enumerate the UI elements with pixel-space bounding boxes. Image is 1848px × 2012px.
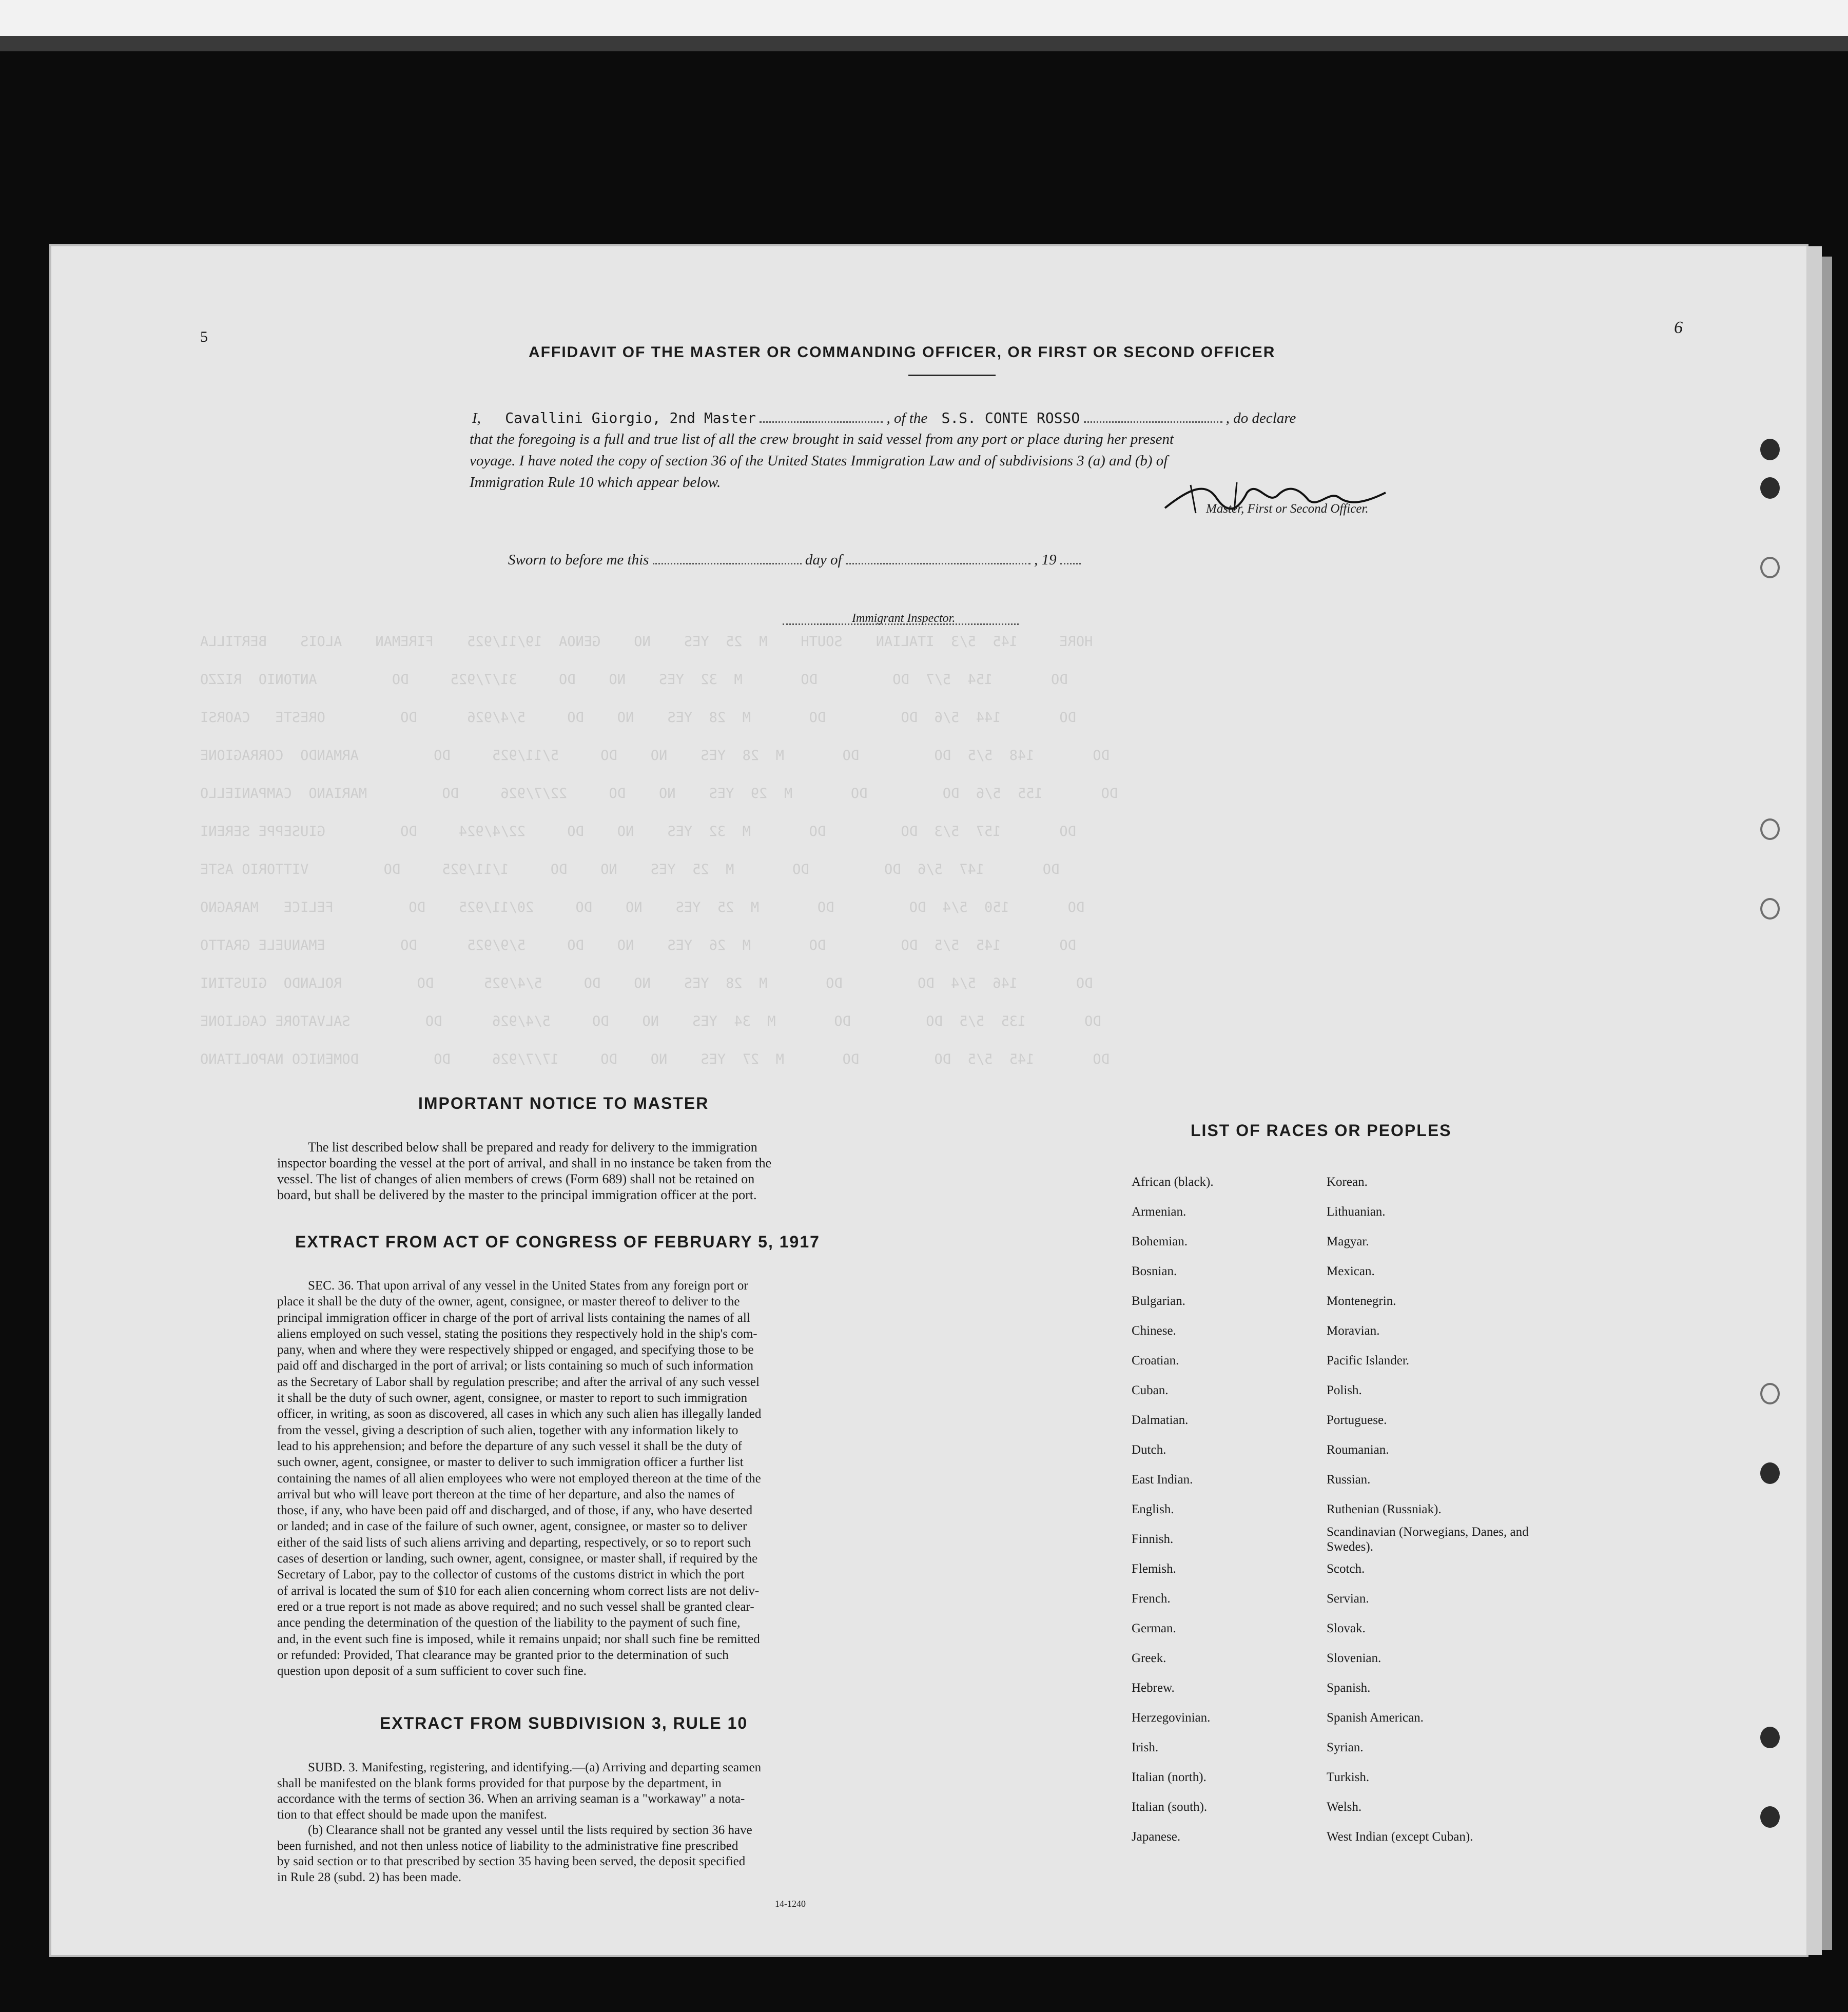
race-item: Italian (north).	[1132, 1770, 1207, 1784]
race-item: French.	[1132, 1592, 1171, 1606]
sworn-line	[508, 552, 1081, 569]
bleed-row: DO 146 5/4 DO DO M 28 YES NO DO 5/4/925 DO ROLANDO GIUSTINI	[200, 975, 1093, 991]
rule-line: accordance with the terms of section 36. When an arriving seaman is a "workaway" a nota-	[277, 1792, 745, 1806]
officer-name: Cavallini Giorgio, 2nd Master	[505, 409, 756, 426]
act-line: SEC. 36. That upon arrival of any vessel in the United States from any foreign port or	[308, 1279, 748, 1293]
bleed-row: DO 135 5/5 DO DO M 34 YES NO DO 5/4/926 DO SALVATORE CAGLIONE	[200, 1013, 1101, 1029]
affidavit-line-3: voyage. I have noted the copy of section 36 of the United States Immigration Law and of subdivisions 3 (a) and (b) of	[470, 453, 1168, 469]
rule-line: tion to that effect should be made upon the manifest.	[277, 1807, 547, 1822]
affidavit-line-1	[472, 409, 1447, 427]
page-number: 6	[1674, 318, 1683, 337]
race-item: Hebrew.	[1132, 1681, 1175, 1695]
scanner-top-margin	[0, 0, 1848, 36]
notice-line: board, but shall be delivered by the master to the principal immigration officer at the port.	[277, 1187, 757, 1202]
corner-mark: 5	[200, 328, 208, 345]
race-item: Montenegrin.	[1327, 1294, 1396, 1308]
vessel-name: S.S. CONTE ROSSO	[941, 409, 1080, 426]
affidavit-prefix: I,	[472, 410, 481, 426]
of-the-label: , of the	[886, 410, 928, 426]
race-item: English.	[1132, 1502, 1174, 1516]
race-item: Slovak.	[1327, 1622, 1366, 1635]
race-item: Welsh.	[1327, 1800, 1362, 1814]
affidavit-line-2: that the foregoing is a full and true list of all the crew brought in said vessel from any port or place during her present	[470, 431, 1174, 447]
race-item: Lithuanian.	[1327, 1205, 1386, 1219]
races-left-column	[1132, 1167, 1316, 1852]
act-line: ered or a true report is not made as above required; and no such vessel shall be granted clear-	[277, 1599, 754, 1614]
fill-line	[760, 421, 883, 423]
act-line: aliens employed on such vessel, stating the positions they respectively hold in the ship's com-	[277, 1326, 757, 1341]
bleed-row: DO 148 5/5 DO DO M 28 YES NO DO 5/11/925 DO ARMANDO CORRAGIONE	[200, 748, 1110, 764]
title-rule	[908, 375, 996, 376]
act-line: from the vessel, giving a description of such alien, together with any information likely to	[277, 1423, 738, 1437]
act-line: those, if any, who have been paid off and discharged, and of those, if any, who have deserted	[277, 1503, 753, 1518]
act-line: place it shall be the duty of the owner, agent, consignee, or master thereof to deliver to the	[277, 1295, 740, 1309]
act-line: arrival but who will leave port thereon at the time of her departure, and also the names of	[277, 1487, 735, 1501]
rule-line: been furnished, and not then unless notice of liability to the administrative fine prescribed	[277, 1839, 738, 1853]
race-item: Syrian.	[1327, 1741, 1364, 1754]
race-item: Chinese.	[1132, 1324, 1176, 1338]
race-item: African (black).	[1132, 1175, 1214, 1189]
bleed-row: DO 145 5/5 DO DO M 27 YES NO DO 17/7/926 DO DOMENICO NAPOLITANO	[200, 1051, 1110, 1067]
act-line: or refunded: Provided, That clearance may be granted prior to the determination of such	[277, 1648, 729, 1662]
act-line: either of the said lists of such aliens arriving and departing, respectively, or so to report such	[277, 1535, 751, 1550]
extract-rule-heading: EXTRACT FROM SUBDIVISION 3, RULE 10	[380, 1714, 748, 1732]
race-item: Mexican.	[1327, 1264, 1375, 1278]
race-item: Cuban.	[1132, 1383, 1169, 1397]
act-line: it shall be the duty of such owner, agent, consignee, or master to report to such immigration	[277, 1391, 748, 1405]
notice-heading: IMPORTANT NOTICE TO MASTER	[418, 1094, 709, 1112]
rule-line: by said section or to that prescribed by section 35 having been served, the deposit specified	[277, 1854, 746, 1868]
bleed-row: DO 145 5/5 DO DO M 26 YES NO DO 5/9/925 DO EMANUELE GRATTO	[200, 937, 1076, 953]
race-item: Bulgarian.	[1132, 1294, 1185, 1308]
bleed-row: DO 157 5/3 DO DO M 32 YES NO DO 22/4/924 DO GIUSEPPE SERENI	[200, 824, 1076, 839]
rule-line: (b) Clearance shall not be granted any vessel until the lists required by section 36 have	[308, 1823, 752, 1837]
races-heading: LIST OF RACES OR PEOPLES	[1191, 1121, 1452, 1140]
race-item: Magyar.	[1327, 1235, 1369, 1248]
extract-act-body	[277, 1278, 862, 1679]
race-item: Dalmatian.	[1132, 1413, 1189, 1427]
race-item: Bosnian.	[1132, 1264, 1177, 1278]
act-line: principal immigration officer in charge of the port of arrival lists containing the names of all	[277, 1311, 750, 1325]
act-line: officer, in writing, as soon as discovered, all cases in which any such alien has illegally landed	[277, 1407, 762, 1421]
page-edge-shadow	[1822, 257, 1832, 1950]
race-item: Moravian.	[1327, 1324, 1380, 1338]
rule-line: SUBD. 3. Manifesting, registering, and identifying.—(a) Arriving and departing seamen	[308, 1761, 762, 1774]
race-item: Spanish.	[1327, 1681, 1371, 1695]
race-item: Turkish.	[1327, 1770, 1370, 1784]
inspector-caption: Immigrant Inspector.	[852, 612, 956, 625]
extract-rule-body	[277, 1760, 862, 1885]
act-line: ance pending the determination of the question of the liability to the payment of such fine,	[277, 1616, 741, 1630]
race-item: German.	[1132, 1622, 1176, 1635]
rule-line: in Rule 28 (subd. 2) has been made.	[277, 1870, 461, 1884]
race-item: Japanese.	[1132, 1830, 1181, 1844]
extract-act-heading: EXTRACT FROM ACT OF CONGRESS OF FEBRUARY 5, 1917	[295, 1233, 820, 1251]
race-item: Ruthenian (Russniak).	[1327, 1502, 1442, 1516]
races-right-column	[1327, 1167, 1532, 1852]
binder-hole	[1760, 1383, 1780, 1404]
race-item: West Indian (except Cuban).	[1327, 1830, 1473, 1844]
race-item: Servian.	[1327, 1592, 1369, 1606]
page-edge	[1806, 246, 1822, 1955]
fill-line	[1060, 563, 1081, 564]
race-item: Korean.	[1327, 1175, 1368, 1189]
fill-line	[846, 563, 1030, 564]
race-item: Armenian.	[1132, 1205, 1186, 1219]
binder-hole	[1760, 1806, 1780, 1828]
race-item: Portuguese.	[1327, 1413, 1387, 1427]
race-item: Greek.	[1132, 1651, 1166, 1665]
rule-line: shall be manifested on the blank forms provided for that purpose by the department, in	[277, 1776, 722, 1790]
bleed-through-layer	[200, 634, 1637, 1147]
affidavit-title: AFFIDAVIT OF THE MASTER OR COMMANDING OFFICER, OR FIRST OR SECOND OFFICER	[529, 344, 1276, 361]
race-item: Dutch.	[1132, 1443, 1166, 1457]
race-item: Herzegovinian.	[1132, 1711, 1211, 1725]
bleed-row: DO 147 5/6 DO DO M 25 YES NO DO 1/11/925 DO VITTORIO ASTE	[200, 862, 1060, 877]
notice-line: vessel. The list of changes of alien members of crews (Form 689) shall not be retained on	[277, 1171, 755, 1186]
race-item: Bohemian.	[1132, 1235, 1188, 1248]
scanner-top-band	[0, 36, 1848, 51]
act-line: cases of desertion or landing, such owner, agent, consignee, or master shall, if required by the	[277, 1552, 758, 1566]
binder-hole	[1760, 818, 1780, 840]
act-line: of arrival is located the sum of $10 for each alien concerning whom correct lists are not deliv-	[277, 1584, 760, 1598]
race-item: Roumanian.	[1327, 1443, 1389, 1457]
race-item: Croatian.	[1132, 1354, 1179, 1368]
fill-line	[1084, 421, 1222, 423]
do-declare-label: , do declare	[1225, 410, 1296, 426]
act-line: such owner, agent, consignee, or master to deliver to such immigration officer a further list	[277, 1455, 744, 1470]
race-item: Scotch.	[1327, 1562, 1365, 1576]
race-item: East Indian.	[1132, 1473, 1193, 1487]
binder-hole	[1760, 477, 1780, 499]
bleed-row: DO 155 5/6 DO DO M 29 YES NO DO 22/7/926 DO MARIANO CAMPANIELLO	[200, 786, 1118, 802]
race-item: Scandinavian (Norwegians, Danes, and Swedes).	[1327, 1525, 1529, 1554]
race-item: Pacific Islander.	[1327, 1354, 1410, 1368]
sworn-label: Sworn to before me this	[508, 552, 649, 568]
year-label: , 19	[1034, 552, 1057, 568]
signature-caption: Master, First or Second Officer.	[1206, 502, 1369, 516]
binder-hole	[1760, 1462, 1780, 1484]
race-item: Flemish.	[1132, 1562, 1176, 1576]
form-number: 14-1240	[775, 1899, 806, 1909]
notice-line: The list described below shall be prepared and ready for delivery to the immigration	[308, 1140, 757, 1155]
day-of-label: day of	[805, 552, 842, 568]
binder-hole	[1760, 557, 1780, 578]
act-line: as the Secretary of Labor shall by regulation prescribe; and after the arrival of any such vessel	[277, 1375, 760, 1389]
act-line: Secretary of Labor, pay to the collector of customs of the customs district in which the port	[277, 1568, 745, 1582]
bleed-row: DO 150 5/4 DO DO M 25 YES NO DO 20/11/925 DO FELICE MARAGNO	[200, 900, 1085, 915]
affidavit-line-4: Immigration Rule 10 which appear below.	[470, 474, 721, 491]
fill-line	[653, 563, 802, 564]
act-line: and, in the event such fine is imposed, while it remains unpaid; nor shall such fine be remitted	[277, 1632, 760, 1646]
race-item: Finnish.	[1132, 1532, 1174, 1546]
notice-line: inspector boarding the vessel at the port of arrival, and shall in no instance be taken from the	[277, 1156, 772, 1170]
act-line: question upon deposit of a sum sufficient to cover such fine.	[277, 1664, 587, 1678]
race-item: Spanish American.	[1327, 1711, 1424, 1725]
race-item: Irish.	[1132, 1741, 1159, 1754]
act-line: or landed; and in case of the failure of such owner, agent, consignee, or master so to deliver	[277, 1519, 747, 1534]
race-item: Russian.	[1327, 1473, 1371, 1487]
race-item: Polish.	[1327, 1383, 1362, 1397]
act-line: paid off and discharged in the port of arrival; or lists containing so much of such information	[277, 1359, 754, 1373]
notice-body	[277, 1139, 862, 1203]
act-line: lead to his apprehension; and before the departure of any such vessel it shall be the duty of	[277, 1439, 742, 1453]
race-item: Italian (south).	[1132, 1800, 1208, 1814]
act-line: containing the names of all alien employees who were not employed thereon at the time of the	[277, 1471, 761, 1486]
race-item: Slovenian.	[1327, 1651, 1382, 1665]
bleed-row: DO 154 5/7 DO DO M 32 YES NO DO 31/7/925 DO ANTONIO RIZZO	[200, 672, 1068, 688]
bleed-row: DO 144 5/6 DO DO M 28 YES NO DO 5/4/926 DO ORESTE CAORSI	[200, 710, 1076, 726]
bleed-row: HORE 145 5/3 ITALIAN SOUTH M 25 YES NO GENOA 19/11/925 FIREMAN ALOIS BERTILLA	[200, 634, 1093, 650]
binder-hole	[1760, 898, 1780, 920]
binder-hole	[1760, 439, 1780, 460]
binder-hole	[1760, 1727, 1780, 1748]
act-line: pany, when and where they were respectively shipped or engaged, and specifying those to be	[277, 1343, 754, 1357]
